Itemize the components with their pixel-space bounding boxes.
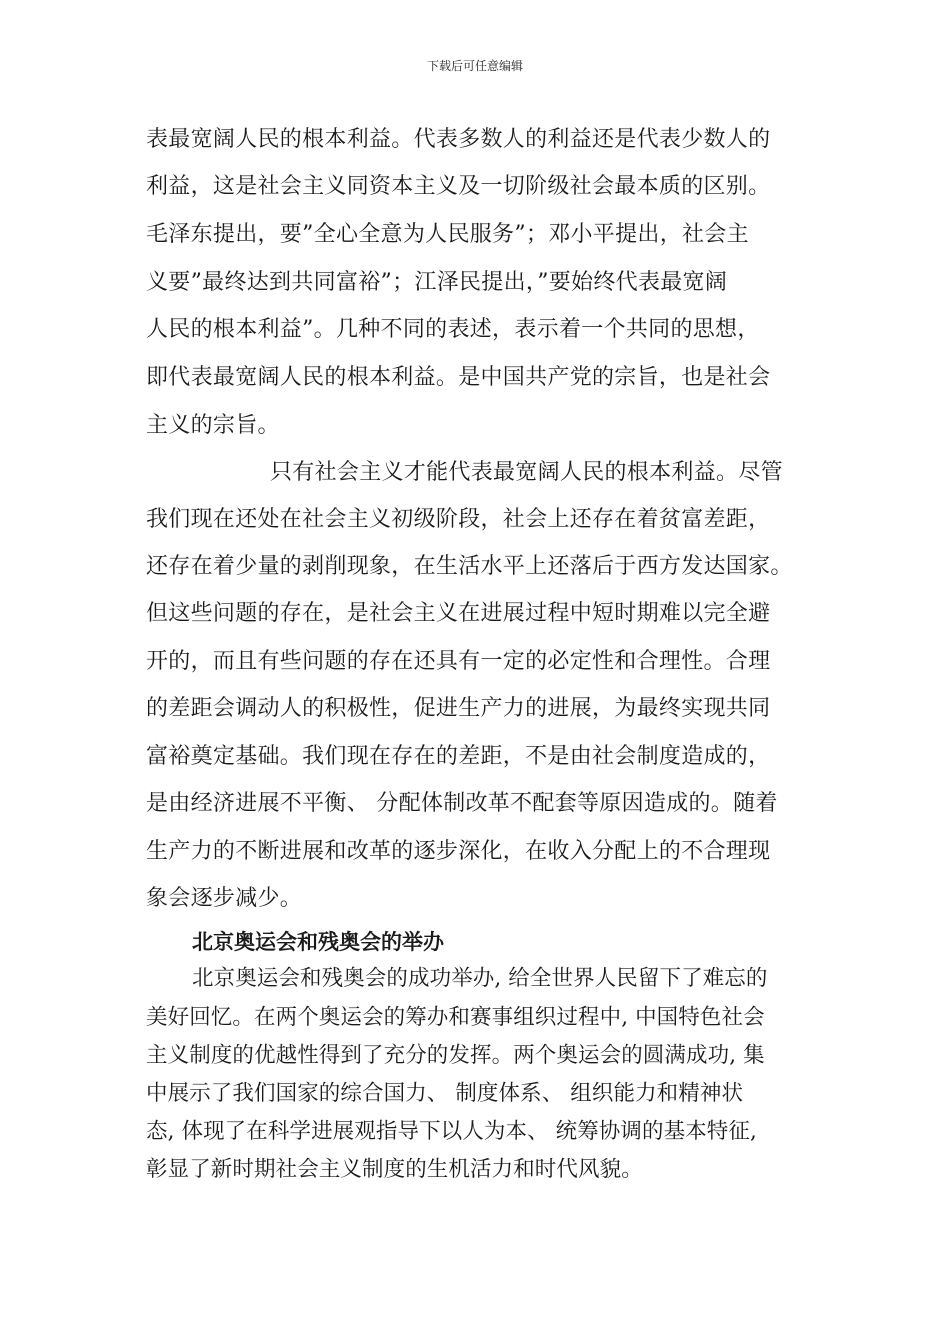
- section-heading: 北京奥运会和残奥会的举办: [192, 930, 444, 954]
- paragraph-line: 开的，而且有些问题的存在还具有一定的必定性和合理性。合理: [146, 649, 771, 674]
- paragraph-line: 我们现在还处在社会主义初级阶段，社会上还存在着贫富差距，: [146, 507, 771, 532]
- paragraph-line: 即代表最宽阔人民的根本利益。是中国共产党的宗旨，也是社会: [146, 365, 771, 390]
- paragraph-line: 义要”最终达到共同富裕”；江泽民提出，”要始终代表最宽阔: [146, 270, 728, 295]
- paragraph-line: 彰显了新时期社会主义制度的生机活力和时代风貌。: [146, 1157, 643, 1182]
- paragraph-line: 中展示了我们国家的综合国力、 制度体系、 组织能力和精神状: [146, 1081, 744, 1106]
- paragraph-line: 象会逐步减少。: [146, 886, 303, 911]
- paragraph-line: 是由经济进展不平衡、 分配体制改革不配套等原因造成的。随着: [146, 791, 778, 816]
- paragraph-line: 但这些问题的存在，是社会主义在进展过程中短时期难以完全避: [146, 601, 771, 626]
- paragraph-line: 还存在着少量的剥削现象，在生活水平上还落后于西方发达国家。: [146, 554, 793, 579]
- paragraph-line: 人民的根本利益”。几种不同的表述，表示着一个共同的思想，: [146, 317, 760, 342]
- paragraph-line: 生产力的不断进展和改革的逐步深化，在收入分配上的不合理现: [146, 839, 771, 864]
- paragraph-line: 利益，这是社会主义同资本主义及一切阶级社会最本质的区别。: [146, 174, 771, 199]
- page-header: 下载后可任意编辑: [426, 59, 523, 73]
- paragraph-line: 富裕奠定基础。我们现在存在的差距，不是由社会制度造成的，: [146, 744, 771, 769]
- paragraph-line: 毛泽东提出，要”全心全意为人民服务”；邓小平提出，社会主: [146, 222, 749, 247]
- paragraph-line: 表最宽阔人民的根本利益。代表多数人的利益还是代表少数人的: [146, 127, 771, 152]
- paragraph-line: 主义制度的优越性得到了充分的发挥。两个奥运会的圆满成功, 集: [146, 1043, 765, 1068]
- paragraph-line: 主义的宗旨。: [146, 413, 280, 438]
- paragraph-line: 只有社会主义才能代表最宽阔人民的根本利益。尽管: [270, 460, 783, 485]
- paragraph-line: 的差距会调动人的积极性，促进生产力的进展，为最终实现共同: [146, 696, 771, 721]
- paragraph-line: 北京奥运会和残奥会的成功举办, 给全世界人民留下了难忘的: [192, 966, 768, 991]
- paragraph-line: 态, 体现了在科学进展观指导下以人为本、 统筹协调的基本特征,: [146, 1119, 757, 1144]
- paragraph-line: 美好回忆。在两个奥运会的筹办和赛事组织过程中, 中国特色社会: [146, 1005, 765, 1030]
